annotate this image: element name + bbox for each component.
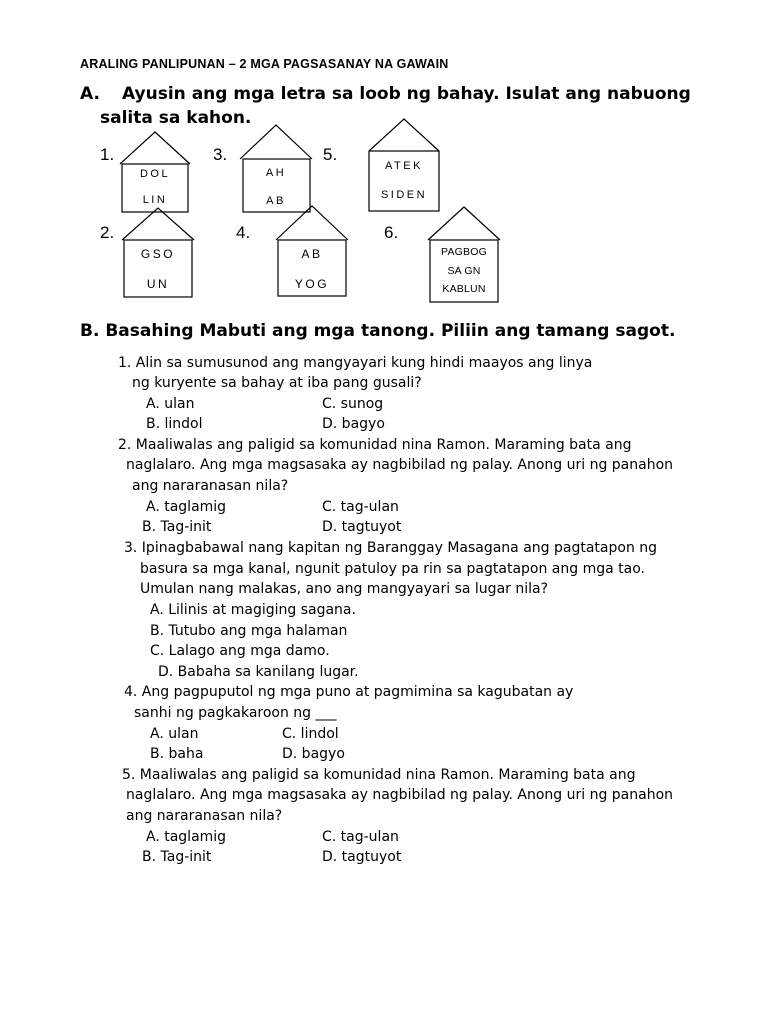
house-4-letters-top: AB <box>301 247 323 261</box>
question-1-choice-a[interactable]: A. ulan <box>146 396 195 412</box>
section-a-instruction-line1: Ayusin ang mga letra sa loob ng bahay. Isulat ang nabuong <box>122 84 691 104</box>
question-2-choice-b[interactable]: B. Tag-init <box>142 519 212 535</box>
section-a-letter: A. <box>80 84 100 104</box>
house-4-letters-bottom: YOG <box>294 277 330 291</box>
question-4-choice-d[interactable]: D. bagyo <box>282 746 345 762</box>
question-3-line-3: Umulan nang malakas, ano ang mangyayari sa lugar nila? <box>140 581 549 597</box>
question-2-choice-c[interactable]: C. tag-ulan <box>322 499 399 515</box>
question-1-choice-c[interactable]: C. sunog <box>322 396 384 412</box>
question-1-choice-d[interactable]: D. bagyo <box>322 416 385 432</box>
house-3-letters-bottom: AB <box>266 195 286 207</box>
house-number-1: 1. <box>100 145 115 164</box>
question-3-line-2: basura sa mga kanal, ngunit patuloy pa rin sa pagtatapon ang mga tao. <box>140 561 645 577</box>
house-6 <box>428 207 500 302</box>
section-a-instruction-line2: salita sa kahon. <box>100 108 252 128</box>
question-5-choice-c[interactable]: C. tag-ulan <box>322 829 399 845</box>
question-1-line-1: 1. Alin sa sumusunod ang mangyayari kung hindi maayos ang linya <box>118 355 593 371</box>
section-b-title: B. Basahing Mabuti ang mga tanong. Piliin ang tamang sagot. <box>80 321 676 341</box>
house-number-2: 2. <box>100 223 115 242</box>
question-3-choice-c[interactable]: C. Lalago ang mga damo. <box>150 643 330 659</box>
question-5-line-1: 5. Maaliwalas ang paligid sa komunidad nina Ramon. Maraming bata ang <box>122 767 636 783</box>
house-number-4: 4. <box>236 223 251 242</box>
question-3-choice-a[interactable]: A. Lilinis at magiging sagana. <box>150 602 356 618</box>
question-5-choice-b[interactable]: B. Tag-init <box>142 849 212 865</box>
question-4-choice-a[interactable]: A. ulan <box>150 726 199 742</box>
question-5-choice-a[interactable]: A. taglamig <box>146 829 227 845</box>
house-4 <box>276 206 348 296</box>
house-2-letters-top: GSO <box>140 247 176 261</box>
house-1-letters-bottom: LIN <box>142 194 168 206</box>
house-6-letters-line2: SA GN <box>447 265 481 277</box>
house-2-letters-bottom: UN <box>146 277 170 291</box>
question-3-line-1: 3. Ipinagbabawal nang kapitan ng Baranggay Masagana ang pagtatapon ng <box>124 540 658 556</box>
question-1-line-2: ng kuryente sa bahay at iba pang gusali? <box>132 375 422 391</box>
question-2-line-2: naglalaro. Ang mga magsasaka ay nagbibilad ng palay. Anong uri ng panahon <box>126 457 674 473</box>
question-4-choice-b[interactable]: B. baha <box>150 746 204 762</box>
question-1-choice-b[interactable]: B. lindol <box>146 416 203 432</box>
house-5-letters-bottom: SIDEN <box>380 189 428 201</box>
house-5 <box>368 119 440 211</box>
house-1 <box>120 130 190 212</box>
question-4-line-1: 4. Ang pagpuputol ng mga puno at pagmimina sa kagubatan ay <box>124 684 574 700</box>
question-5-line-3: ang nararanasan nila? <box>126 808 283 824</box>
house-6-letters-line1: PAGBOG <box>441 246 487 258</box>
house-6-letters-line3: KABLUN <box>442 283 486 295</box>
worksheet-header: ARALING PANLIPUNAN – 2 MGA PAGSASANAY NA GAWAIN <box>80 57 449 71</box>
question-5-line-2: naglalaro. Ang mga magsasaka ay nagbibilad ng palay. Anong uri ng panahon <box>126 787 674 803</box>
question-3-choice-d[interactable]: D. Babaha sa kanilang lugar. <box>158 664 359 680</box>
house-2 <box>122 208 194 297</box>
house-1-letters-top: DOL <box>139 168 171 180</box>
question-2-choice-a[interactable]: A. taglamig <box>146 499 227 515</box>
question-2-choice-d[interactable]: D. tagtuyot <box>322 519 402 535</box>
question-2-line-1: 2. Maaliwalas ang paligid sa komunidad nina Ramon. Maraming bata ang <box>118 437 632 453</box>
question-2-line-3: ang nararanasan nila? <box>132 478 289 494</box>
question-5-choice-d[interactable]: D. tagtuyot <box>322 849 402 865</box>
house-3-letters-top: AH <box>265 167 287 179</box>
question-4-line-2: sanhi ng pagkakaroon ng ___ <box>134 705 337 721</box>
house-number-6: 6. <box>384 223 399 242</box>
house-number-5: 5. <box>323 145 338 164</box>
house-5-letters-top: ATEK <box>385 160 423 172</box>
question-4-choice-c[interactable]: C. lindol <box>282 726 339 742</box>
question-3-choice-b[interactable]: B. Tutubo ang mga halaman <box>150 623 348 639</box>
house-3 <box>240 125 312 212</box>
house-number-3: 3. <box>213 145 228 164</box>
